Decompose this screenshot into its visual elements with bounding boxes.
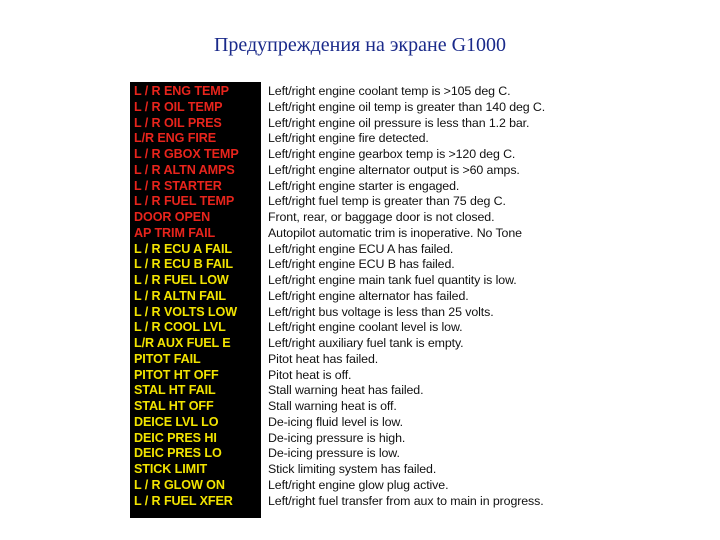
alert-description: De-icing fluid level is low. <box>268 414 403 429</box>
alert-description: Pitot heat is off. <box>268 367 352 382</box>
alert-description: Left/right engine oil pressure is less than 1.2 bar. <box>268 115 530 130</box>
alert-code: L / R ECU B FAIL <box>134 257 233 272</box>
alert-description: Left/right auxiliary fuel tank is empty. <box>268 336 464 350</box>
alert-description: Front, rear, or baggage door is not closed. <box>268 210 495 224</box>
alert-description: Left/right engine gearbox temp is >120 deg C. <box>268 147 516 161</box>
alert-description: Left/right engine fire detected. <box>268 131 429 146</box>
alert-code: L / R STARTER <box>134 178 222 193</box>
alert-description: Left/right fuel temp is greater than 75 deg C. <box>268 194 506 209</box>
alert-description: Stall warning heat is off. <box>268 399 397 413</box>
alert-description: Left/right engine alternator output is >60 amps. <box>268 162 520 177</box>
alert-code: L / R FUEL XFER <box>134 493 233 508</box>
alert-code: L / R ENG TEMP <box>134 84 229 98</box>
alert-description: Stick limiting system has failed. <box>268 462 437 476</box>
alert-description: Pitot heat has failed. <box>268 351 379 366</box>
alert-code: PITOT FAIL <box>134 351 201 366</box>
alert-code: L / R COOL LVL <box>134 320 226 335</box>
alert-description: De-icing pressure is low. <box>268 446 400 461</box>
alert-code: L / R ECU A FAIL <box>134 241 232 256</box>
alert-code: L / R VOLTS LOW <box>134 304 237 319</box>
alert-code: L / R GBOX TEMP <box>134 147 239 161</box>
alert-description: Left/right engine coolant temp is >105 deg C. <box>268 84 511 98</box>
alert-code: L / R FUEL TEMP <box>134 194 235 209</box>
alert-description: Left/right bus voltage is less than 25 volts. <box>268 304 494 319</box>
alert-code: STICK LIMIT <box>134 462 208 476</box>
alert-description: Left/right engine main tank fuel quantity is low. <box>268 273 517 287</box>
alert-code: L / R ALTN AMPS <box>134 162 235 177</box>
alert-code: PITOT HT OFF <box>134 367 219 382</box>
alert-code: L / R GLOW ON <box>134 477 225 492</box>
alert-code: L/R ENG FIRE <box>134 131 217 146</box>
alert-description: Left/right engine coolant level is low. <box>268 320 463 335</box>
alert-code: AP TRIM FAIL <box>134 225 216 240</box>
alert-code: DEIC PRES LO <box>134 446 222 461</box>
alert-code: STAL HT FAIL <box>134 383 216 398</box>
alert-code: DEIC PRES HI <box>134 430 217 445</box>
alert-code: L / R ALTN FAIL <box>134 288 227 303</box>
alert-code: L / R OIL PRES <box>134 115 222 130</box>
alert-description: Left/right engine alternator has failed. <box>268 288 469 303</box>
alert-description: De-icing pressure is high. <box>268 430 406 445</box>
alert-code: DEICE LVL LO <box>134 414 219 429</box>
alert-description: Left/right engine ECU B has failed. <box>268 257 455 272</box>
alert-description: Left/right engine glow plug active. <box>268 477 449 492</box>
alert-code: STAL HT OFF <box>134 399 214 413</box>
page-title: Предупреждения на экране G1000 <box>213 34 507 56</box>
alert-code: L / R FUEL LOW <box>134 273 229 287</box>
alert-code: L / R OIL TEMP <box>134 99 223 114</box>
alert-description: Stall warning heat has failed. <box>268 383 424 398</box>
alert-code: DOOR OPEN <box>134 210 211 224</box>
alert-description: Left/right engine ECU A has failed. <box>268 241 454 256</box>
alert-code: L/R AUX FUEL E <box>134 336 231 350</box>
alert-description: Autopilot automatic trim is inoperative. No Tone <box>268 225 522 240</box>
alert-description: Left/right fuel transfer from aux to main in progress. <box>268 493 544 508</box>
alert-description: Left/right engine oil temp is greater than 140 deg C. <box>268 99 546 114</box>
alert-description: Left/right engine starter is engaged. <box>268 178 460 193</box>
